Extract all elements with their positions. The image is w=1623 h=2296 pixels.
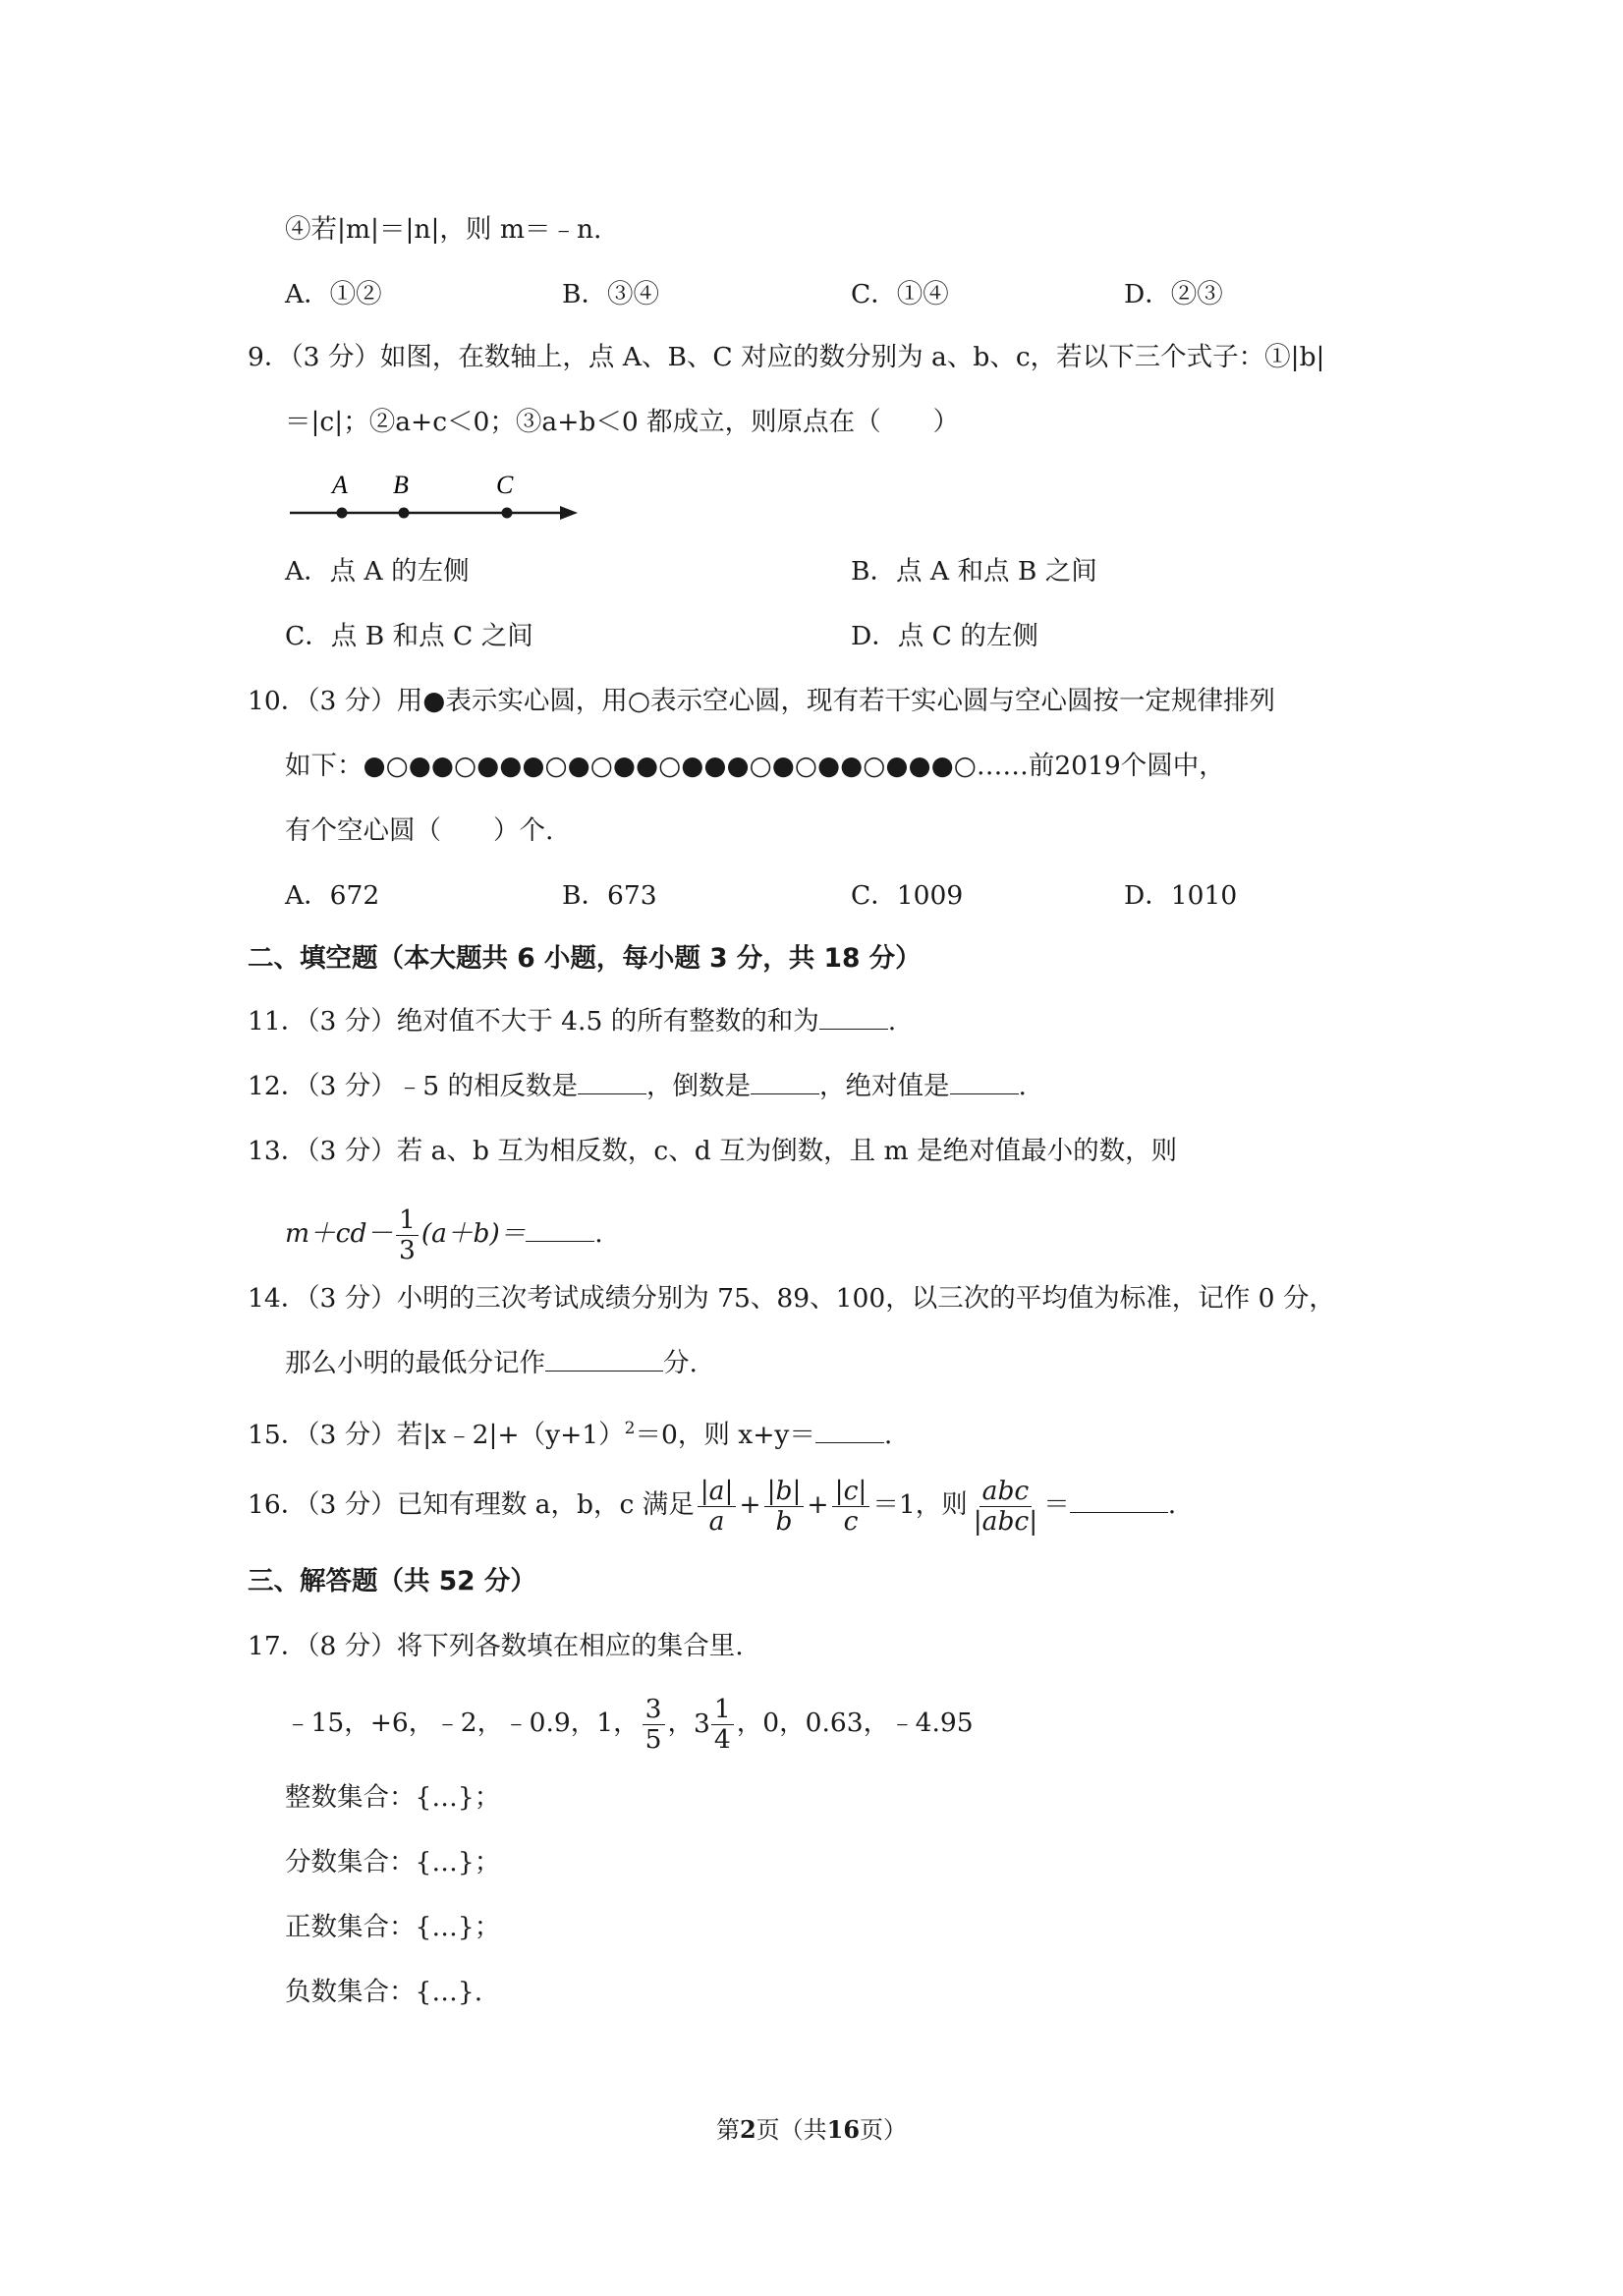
q14-blank[interactable]: [545, 1347, 663, 1372]
q13-expr-after: (a＋b)＝: [420, 1218, 527, 1249]
fraction-denominator: a: [708, 1505, 725, 1537]
point-a-label: A: [332, 471, 348, 499]
q13-blank[interactable]: [526, 1217, 594, 1242]
abs-c-over-c-fraction: [832, 1477, 870, 1537]
fraction-numerator: |c|: [832, 1477, 870, 1507]
q9-line1: 9．（3 分）如图，在数轴上，点 A、B、C 对应的数分别为 a、b、c，若以下三个式子：①|b|: [248, 342, 1325, 372]
q14-line2-prefix: 那么小明的最低分记作: [285, 1348, 545, 1378]
q9-line2: ＝|c|；②a+c＜0；③a+b＜0 都成立，则原点在（ ）: [285, 407, 960, 437]
q8-option-a: A．①②: [285, 279, 382, 309]
q16-equals-one: ＝1，则: [872, 1489, 968, 1520]
negative-set: 负数集合：{…}.: [285, 1977, 483, 2007]
mixed-whole: 3: [694, 1708, 710, 1739]
positive-set: 正数集合：{…}；: [285, 1912, 501, 1942]
abc-over-abs-abc-fraction: [971, 1477, 1040, 1537]
q9-option-a: A．点 A 的左侧: [285, 556, 470, 587]
q17-line1: 17．（8 分）将下列各数填在相应的集合里.: [248, 1631, 744, 1661]
q10-line1: 10．（3 分）用●表示实心圆，用○表示空心圆，现有若干实心圆与空心圆按一定规律排列: [248, 686, 1275, 716]
mixed-number: [694, 1693, 737, 1756]
q9-option-b: B．点 A 和点 B 之间: [851, 556, 1097, 587]
q11-blank[interactable]: [819, 1005, 888, 1030]
q12-mid2: ，绝对值是: [819, 1071, 950, 1101]
point-c-label: C: [496, 471, 514, 499]
q10-option-c: C．1009: [851, 880, 964, 911]
footer-page-number: 2: [739, 2115, 756, 2144]
plus-sign: +: [807, 1489, 829, 1520]
footer-pre: 第: [715, 2116, 740, 2144]
q15: [248, 1409, 892, 1455]
q15-after: ＝0，则 x+y＝: [635, 1419, 815, 1450]
plus-sign: +: [739, 1489, 761, 1520]
q12-blank-absolute[interactable]: [950, 1070, 1019, 1094]
q11-text: 11．（3 分）绝对值不大于 4.5 的所有整数的和为: [248, 1006, 819, 1036]
q17-numbers: [285, 1692, 974, 1756]
q8-option-d: D．②③: [1124, 279, 1223, 309]
fraction-denominator: 4: [713, 1723, 731, 1755]
fraction-set: 分数集合：{…}；: [285, 1847, 501, 1877]
q8-option-b: B．③④: [562, 279, 659, 309]
q11-suffix: .: [887, 1006, 897, 1036]
q10-line2: 如下：●○●●○●●●○●○●●○●●●○●○●●○●●●○……前2019个圆中，: [285, 751, 1225, 781]
footer-total-pages: 16: [826, 2115, 861, 2144]
q10-option-b: B．673: [562, 880, 657, 911]
q9-option-d: D．点 C 的左侧: [851, 621, 1038, 651]
abs-a-over-a-fraction: [698, 1477, 737, 1537]
q12-blank-reciprocal[interactable]: [751, 1070, 819, 1094]
fraction-numerator: |b|: [764, 1477, 805, 1507]
q13-line1: 13．（3 分）若 a、b 互为相反数，c、d 互为倒数，且 m 是绝对值最小的数，则: [248, 1136, 1178, 1166]
q9-option-c: C．点 B 和点 C 之间: [285, 621, 533, 651]
fraction-denominator: b: [775, 1505, 793, 1537]
q16-prefix: 16．（3 分）已知有理数 a，b，c 满足: [248, 1489, 695, 1520]
q17-numbers-after: ，0，0.63，﹣4.95: [736, 1708, 974, 1738]
footer-post: 页）: [860, 2116, 908, 2144]
q14-line2: [285, 1344, 698, 1383]
page-footer: [0, 2110, 1623, 2145]
q10-option-a: A．672: [285, 880, 380, 911]
q14-line2-suffix: 分.: [663, 1348, 698, 1378]
integer-set: 整数集合：{…}；: [285, 1782, 501, 1813]
q12-suffix: .: [1018, 1071, 1027, 1101]
q8-option-c: C．①④: [851, 279, 949, 309]
fraction-denominator: |abc|: [973, 1505, 1038, 1537]
q17-numbers-before: ﹣15，+6，﹣2，﹣0.9，1，: [285, 1708, 640, 1738]
fraction-denominator: 5: [644, 1723, 662, 1755]
q16-suffix: .: [1167, 1489, 1177, 1520]
fraction-denominator: 3: [398, 1234, 416, 1265]
fraction-denominator: c: [843, 1505, 859, 1537]
abs-b-over-b-fraction: [764, 1477, 805, 1537]
point-b: [399, 508, 410, 519]
q16-blank[interactable]: [1070, 1488, 1168, 1513]
one-quarter-fraction: [711, 1695, 734, 1755]
number-line-figure: [285, 462, 599, 531]
q13-expr-before: m＋cd－: [285, 1218, 393, 1249]
q13-expression: [285, 1204, 603, 1265]
three-fifths-fraction: [643, 1695, 665, 1755]
q15-prefix: 15．（3 分）若|x﹣2|+（y+1）: [248, 1419, 625, 1450]
q15-exponent: 2: [624, 1419, 636, 1438]
q14-line1: 14．（3 分）小明的三次考试成绩分别为 75、89、100，以三次的平均值为标准，记作 0 分，: [248, 1283, 1335, 1314]
q13-suffix: .: [594, 1218, 603, 1249]
q16-equals: ＝: [1043, 1489, 1070, 1520]
number-line-arrow: [560, 506, 578, 520]
point-b-label: B: [393, 471, 409, 499]
fraction-numerator: 1: [396, 1205, 419, 1236]
q12-blank-opposite[interactable]: [578, 1070, 646, 1094]
footer-mid: 页（共: [756, 2116, 827, 2144]
section-3-heading: 三、解答题（共 52 分）: [248, 1566, 536, 1596]
fraction-numerator: |a|: [698, 1477, 737, 1507]
one-third-fraction: [396, 1205, 419, 1265]
fraction-numerator: 3: [643, 1695, 665, 1725]
point-c: [502, 508, 513, 519]
q8-item-4: ④若|m|＝|n|，则 m＝﹣n.: [285, 214, 602, 245]
q12-text: 12．（3 分）﹣5 的相反数是: [248, 1071, 579, 1101]
fraction-numerator: abc: [979, 1477, 1033, 1507]
q15-suffix: .: [883, 1419, 893, 1450]
q12-mid1: ，倒数是: [646, 1071, 752, 1101]
q10-option-d: D．1010: [1124, 880, 1238, 911]
q10-line3: 有个空心圆（ ）个.: [285, 815, 554, 846]
fraction-numerator: 1: [711, 1695, 734, 1725]
separator: ，: [667, 1708, 695, 1738]
q15-blank[interactable]: [815, 1419, 884, 1443]
section-2-heading: 二、填空题（本大题共 6 小题，每小题 3 分，共 18 分）: [248, 943, 922, 974]
q16: [248, 1474, 1176, 1537]
point-a: [337, 508, 348, 519]
q12: [248, 1067, 1027, 1106]
q11: [248, 1002, 896, 1041]
